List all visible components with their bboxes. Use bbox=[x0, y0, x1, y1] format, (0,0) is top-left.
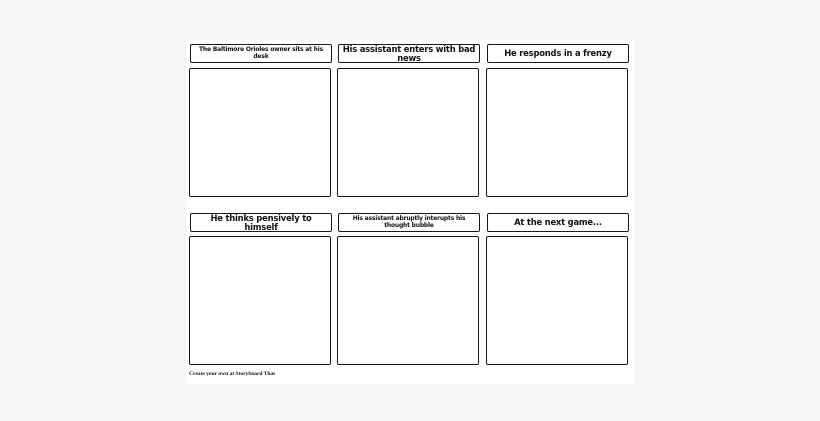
cell-1-title: The Baltimore Orioles owner sits at his desk bbox=[190, 44, 332, 63]
cell-6-title: At the next game... bbox=[487, 213, 629, 232]
cell-3-panel bbox=[486, 68, 628, 197]
storyboard-that-credit: Create your own at Storyboard That bbox=[189, 371, 276, 377]
cell-2-panel bbox=[337, 68, 479, 197]
cell-4-panel bbox=[189, 236, 331, 365]
cell-3-title: He responds in a frenzy bbox=[487, 44, 629, 63]
cell-6-panel bbox=[486, 236, 628, 365]
cell-5-title: His assistant abruptly interupts his thought bubble bbox=[338, 213, 480, 232]
cell-4-title: He thinks pensively to himself bbox=[190, 213, 332, 232]
cell-1-panel bbox=[189, 68, 331, 197]
cell-5-panel bbox=[337, 236, 479, 365]
cell-2-title: His assistant enters with bad news bbox=[338, 44, 480, 63]
